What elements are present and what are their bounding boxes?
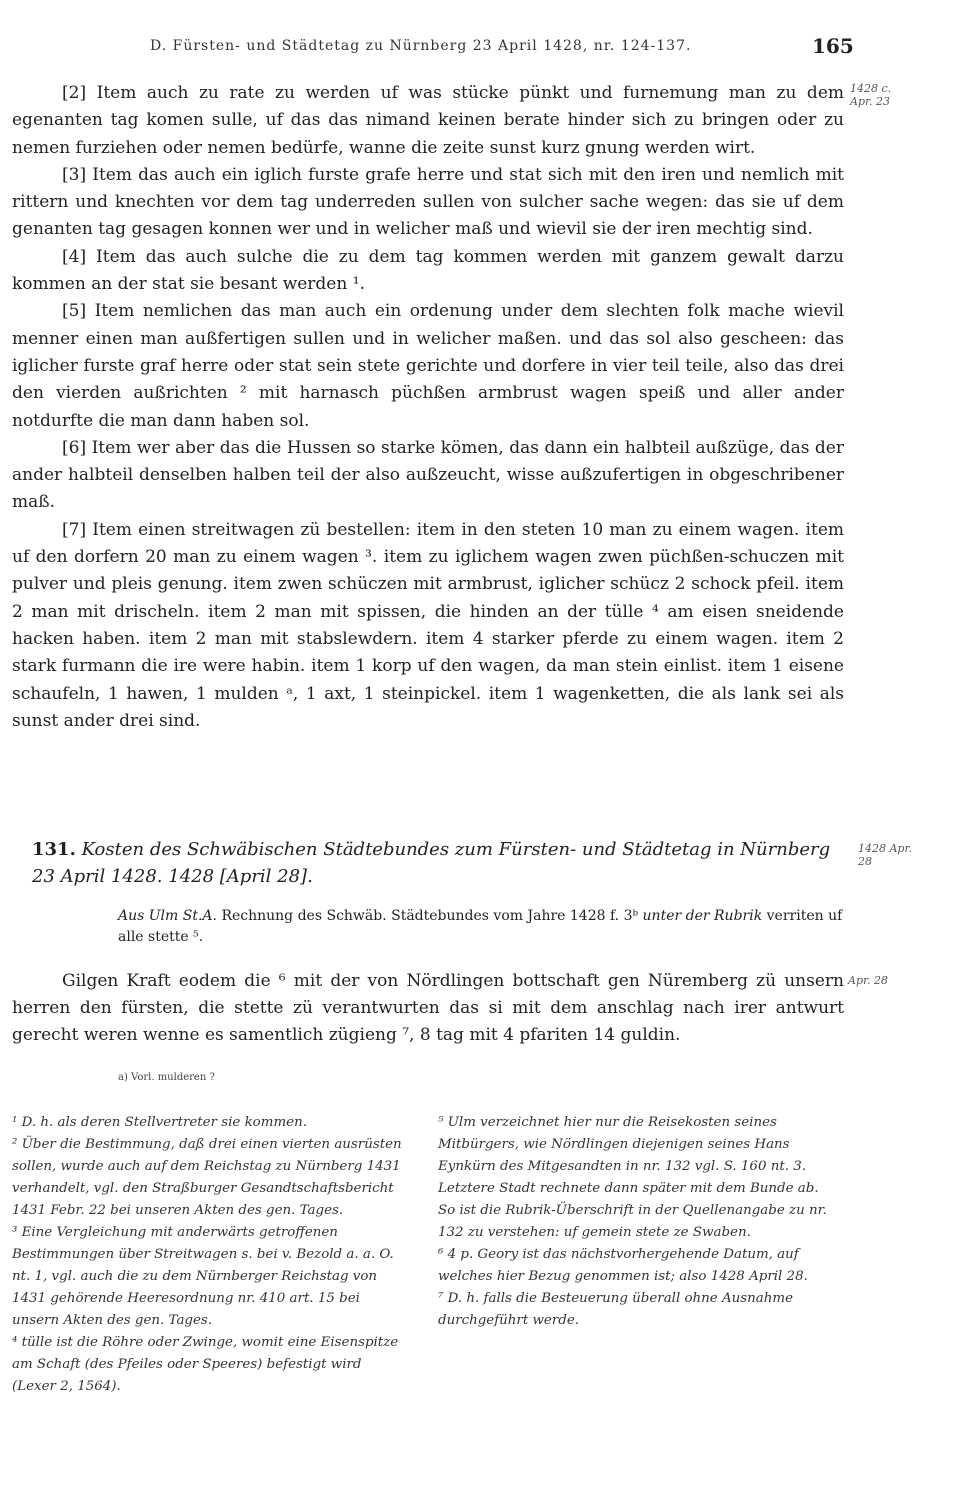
- para-text: Item das auch sulche die zu dem tag kommen werden mit ganzem gewalt darzu kommen an der stat sie besant werden ¹.: [12, 246, 845, 295]
- page-number: 165: [812, 34, 854, 58]
- footnote: ² Über die Bestimmung, daß drei einen vierten ausrüsten sollen, wurde auch auf dem Reichstag zu Nürnberg 1431 verhandelt, vgl. den Straßburger Gesandtschaftsbericht 1431 Febr. 22 bei unseren Akten des gen. Tages.: [12, 1137, 402, 1218]
- para-text: Item nemlichen das man auch ein ordenung under dem slechten folk mache wievil menner einen man außfertigen sullen und in welicher maßen. und das sol also gescheen: das iglicher furste graf herre oder stat sein stete gerichte und dorfere in vier teil teile, also das drei den vierden außrichten ² mit harnasch püchßen armbrust wagen speiß und aller ander notdurfte die man dann haben sol.: [12, 301, 844, 431]
- account-entry: Gilgen Kraft eodem die ⁶ mit der von Nördlingen bottschaft gen Nüremberg zü unsern herren den fürsten, die stette zü verantwurten das si mit dem anschlag nach irer antwurt gerecht weren wenne es samentlich zügieng ⁷, 8 tag mit 4 pfariten 14 guldin.: [12, 971, 844, 1045]
- section-title: Kosten des Schwäbischen Städtebundes zum Fürsten- und Städtetag in Nürnberg 23 April 1428. 1428 [April 28].: [32, 839, 831, 887]
- footnote: ¹ D. h. als deren Stellvertreter sie kommen.: [12, 1115, 307, 1130]
- paragraph-5: [12, 298, 844, 434]
- paragraph-2: [12, 80, 844, 162]
- section-margin-date: 1428 Apr. 28: [858, 842, 913, 868]
- paragraph-6: [12, 435, 844, 517]
- variant-note: a) Vorl. mulderen ?: [118, 1072, 215, 1083]
- source-note: Aus Ulm St.A. Rechnung des Schwäb. Städtebundes vom Jahre 1428 f. 3ᵇ unter der Rubrik verriten uf alle stette ⁵.: [118, 908, 843, 945]
- main-text: [12, 80, 844, 735]
- footnotes-left: [12, 1112, 402, 1398]
- footnote: ⁵ Ulm verzeichnet hier nur die Reisekosten seines Mitbürgers, wie Nördlingen diejenigen seines Hans Eynkürn des Mitgesandten in nr. 132 vgl. S. 160 nt. 3. Letztere Stadt rechnete dann später mit dem Bunde ab. So ist die Rubrik-Überschrift in der Quellenangabe zu nr. 132 zu verstehen: uf gemein stete ze Swaben.: [438, 1115, 827, 1240]
- margin-date-note: 1428 c. Apr. 23: [850, 82, 892, 108]
- section-number: 131.: [32, 839, 76, 860]
- footnote: ⁷ D. h. falls die Besteuerung überall ohne Ausnahme durchgeführt werde.: [438, 1291, 794, 1328]
- section-heading: [32, 836, 852, 890]
- para-mark: [4]: [62, 246, 87, 267]
- para-text: Item das auch ein iglich furste grafe herre und stat sich mit den iren und nemlich mit rittern und knechten vor dem tag underreden sullen von sulcher sache wegen: das sie uf dem genanten tag gesagen konnen wer und in welicher maß und wievil sie der iren mechtig sind.: [12, 164, 845, 240]
- para-mark: [2]: [62, 83, 87, 103]
- paragraph-4: [12, 244, 844, 299]
- para-mark: [7]: [62, 519, 87, 540]
- footnote: ⁶ 4 p. Geory ist das nächstvorhergehende Datum, auf welches hier Bezug genommen ist; also 1428 April 28.: [438, 1247, 808, 1284]
- running-header: D. Fürsten- und Städtetag zu Nürnberg 23 April 1428, nr. 124-137.: [150, 38, 692, 54]
- paragraph-3: [12, 162, 844, 244]
- para-text: Item wer aber das die Hussen so starke kömen, das dann ein halbteil außzüge, das der ander halbteil denselben halben teil der also außzeucht, wisse außzufertigen in obgeschribener maß.: [12, 437, 844, 513]
- para-mark: [5]: [62, 301, 87, 322]
- footnote: ³ Eine Vergleichung mit anderwärts getroffenen Bestimmungen über Streitwagen s. bei v. Bezold a. a. O. nt. 1, vgl. auch die zu dem Nürnberger Reichstag von 1431 gehörende Heeresordnung nr. 410 art. 15 bei unsern Akten des gen. Tages.: [12, 1225, 394, 1328]
- para-text: Item auch zu rate zu werden uf was stücke pünkt und furnemung man zu dem egenanten tag komen sulle, uf das das nimand keinen berate hinder sich zu bringen oder zu nemen furziehen oder nemen bedürfe, wanne die zeite sunst kurz gnung werden wirt.: [12, 83, 844, 158]
- footnote: ⁴ tülle ist die Röhre oder Zwinge, womit eine Eisenspitze am Schaft (des Pfeiles oder Speeres) befestigt wird (Lexer 2, 1564).: [12, 1335, 399, 1394]
- paragraph-7: [12, 517, 844, 735]
- para-text: Item einen streitwagen zü bestellen: item in den steten 10 man zu einem wagen. item uf den dorfern 20 man zu einem wagen ³. item zu iglichem wagen zwen püchßen-schuczen mit pulver und pleis genung. item zwen schüczen mit armbrust, iglicher schücz 2 schock pfeil. item 2 man mit drischeln. item 2 man mit spissen, die hinden an der tülle ⁴ am eisen sneidende hacken haben. item 2 man mit stabslewdern. item 4 starker pferde zu einem wagen. item 2 stark furmann die ire were habin. item 1 korp uf den wagen, da man stein einlist. item 1 eisene schaufeln, 1 hawen, 1 mulden ᵃ, 1 axt, 1 steinpickel. item 1 wagenketten, die als lank sei als sunst ander drei sind.: [12, 519, 844, 731]
- para-mark: [6]: [62, 437, 87, 458]
- para-mark: [3]: [62, 164, 87, 185]
- footnotes-right: [438, 1112, 828, 1332]
- entry-margin-date: Apr. 28: [848, 974, 889, 987]
